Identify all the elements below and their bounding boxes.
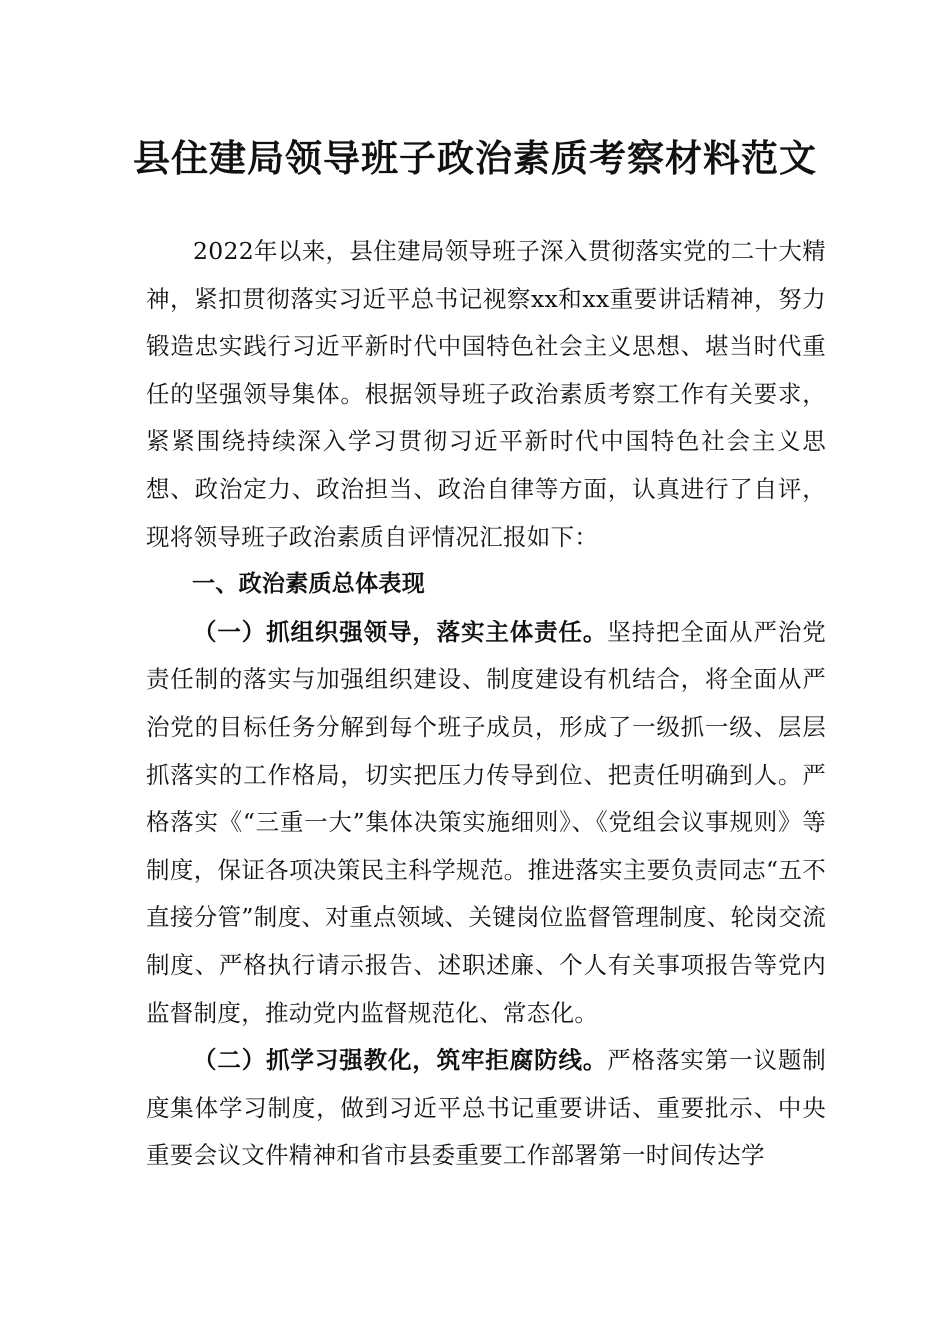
item-paragraph-1 [146, 609, 826, 1037]
item-lead-1: （一）抓组织强领导，落实主体责任。 [193, 617, 608, 646]
item-body-1: 坚持把全面从严治党责任制的落实与加强组织建设、制度建设有机结合，将全面从严治党的目标任务分解到每个班子成员，形成了一级抓一级、层层抓落实的工作格局，切实把压力传导到位、把责任明确到人。严格落实《“三重一大”集体决策实施细则》、《党组会议事规则》等制度，保证各项决策民主科学规范。推进落实主要负责同志“五不直接分管”制度、对重点领域、关键岗位监督管理制度、轮岗交流制度、严格执行请示报告、述职述廉、个人有关事项报告等党内监督制度，推动党内监督规范化、常态化。 [146, 617, 826, 1027]
document-title: 县住建局领导班子政治素质考察材料范文 [133, 136, 817, 180]
document-body [146, 228, 826, 1180]
item-body-2: 严格落实第一议题制度集体学习制度，做到习近平总书记重要讲话、重要批示、中央重要会议文件精神和省市县委重要工作部署第一时间传达学 [146, 1046, 826, 1170]
section-heading: 一、政治素质总体表现 [192, 571, 425, 598]
item-paragraph-2 [146, 1037, 826, 1180]
item-lead-2: （二）抓学习强教化，筑牢拒腐防线。 [193, 1046, 608, 1075]
intro-paragraph: 2022年以来，县住建局领导班子深入贯彻落实党的二十大精神，紧扣贯彻落实习近平总书记视察xx和xx重要讲话精神，努力锻造忠实践行习近平新时代中国特色社会主义思想、堪当时代重任的坚强领导集体。根据领导班子政治素质考察工作有关要求，紧紧围绕持续深入学习贯彻习近平新时代中国特色社会主义思想、政治定力、政治担当、政治自律等方面，认真进行了自评，现将领导班子政治素质自评情况汇报如下： [146, 237, 826, 551]
